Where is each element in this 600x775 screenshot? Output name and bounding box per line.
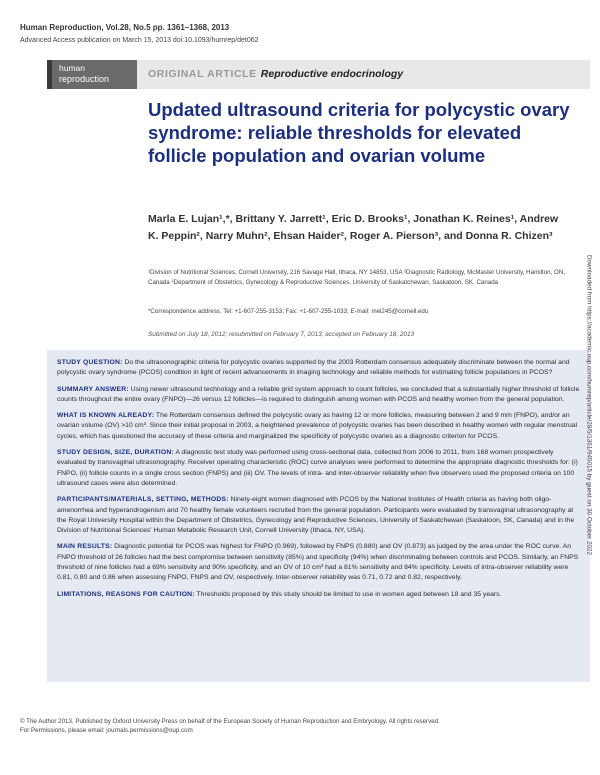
article-title: Updated ultrasound criteria for polycystic ovary syndrome: reliable thresholds for elevated follicle population and ovarian volume: [148, 99, 570, 166]
abstract-section-label: STUDY QUESTION:: [57, 359, 123, 366]
permissions-line: For Permissions, please email: journals.permissions@oup.com: [20, 727, 193, 734]
affiliations: ¹Division of Nutritional Sciences, Cornell University, 216 Savage Hall, Ithaca, NY 14853, USA ²Diagnostic Radiology, McMaster University, Hamilton, ON, Canada ³Department of Obstetrics, Gynecology & Reproductive Sciences, University of Saskatchewan, Saskatoon, SK, Canada: [148, 269, 566, 286]
abstract-section-label: STUDY DESIGN, SIZE, DURATION:: [57, 449, 174, 457]
journal-citation: Human Reproduction, Vol.28, No.5 pp. 1361–1368, 2013: [20, 23, 230, 32]
abstract-section-label: PARTICIPANTS/MATERIALS, SETTING, METHODS:: [57, 496, 229, 504]
abstract-section-text: Diagnostic potential for PCOS was highest for FNPO (0.969), followed by FNPS (0.880) and OV (0.873) as judged by the area under the ROC curve. An FNPO threshold of 26 follicles had the best compromise between sensitivity (85%) and specificity (94%) when discriminating between controls and PCOS. Similarly, an FNPS threshold of nine follicles had a 69% sensitivity and 90% specificity, and an OV of 10 cm³ had a 81% sensitivity and 84% specificity. Levels of intra-observer reliability were 0.81, 0.80 and 0.86 when assessing FNPO, FNPS and OV, respectively. Inter-observer reliability was 0.71, 0.72 and 0.82, respectively.: [57, 543, 579, 582]
abstract-section-text: Using newer ultrasound technology and a reliable grid system approach to count follicles, we concluded that a substantially higher threshold of follicle counts throughout the entire ovary (FNPO)—26 versus 12 follicles—is required to distinguish among women with PCOS and healthy women from the general population.: [57, 385, 580, 403]
abstract-section: [47, 350, 590, 379]
abstract-section: [47, 385, 590, 406]
download-watermark: [582, 200, 596, 610]
abstract-section: [47, 590, 590, 600]
download-watermark-text: Downloaded from https://academic.oup.com/humrep/article/28/5/1361/945015 by guest on 30 October 2022: [585, 255, 593, 555]
abstract-section-text: A diagnostic test study was performed using cross-sectional data, collected from 2006 to 2011, from 168 women prospectively evaluated by transvaginal ultrasonography. Receiver operating characteristic (ROC) curve analyses were performed to determine the appropriate diagnostic thresholds for: (i) FNPO, (ii) follicle counts in a single cross section (FNPS) and (iii) OV. The levels of intra- and inter-observer reliability when five observers used the proposed criteria on 100 ultrasound cases were also determined.: [57, 449, 578, 487]
abstract-section: [47, 495, 590, 536]
abstract-section: [47, 411, 590, 442]
logo-bar: [47, 60, 52, 89]
abstract-section-label: MAIN RESULTS:: [57, 543, 113, 551]
logo-line-1: human: [59, 63, 85, 73]
abstract-section-label: SUMMARY ANSWER:: [57, 385, 129, 393]
journal-logo: [47, 60, 137, 89]
copyright-line: © The Author 2013. Published by Oxford University Press on behalf of the European Society of Human Reproduction and Embryology. All rights reserved.: [20, 718, 440, 725]
submission-dates: Submitted on July 18, 2012; resubmitted on February 7, 2013; accepted on February 18, 2013: [148, 331, 415, 338]
abstract-section-label: WHAT IS KNOWN ALREADY:: [57, 412, 155, 420]
article-type-banner: [137, 60, 590, 89]
structured-abstract: [47, 350, 590, 682]
abstract-section: [47, 542, 590, 583]
abstract-section: [47, 448, 590, 489]
logo-line-2: reproduction: [59, 74, 110, 84]
author-list: Marla E. Lujan¹,*, Brittany Y. Jarrett¹, Eric D. Brooks¹, Jonathan K. Reines¹, Andrew K. Peppin², Narry Muhn², Ehsan Haider², Roger A. Pierson³, and Donna R. Chizen³: [148, 213, 559, 242]
abstract-section-text: The Rotterdam consensus defined the polycystic ovary as having 12 or more follicles, measuring between 2 and 9 mm (FNPO), and/or an ovarian volume (OV) >10 cm³. Since their initial proposal in 2003, a heightened prevalence of polycystic ovaries has been described in healthy women with regular menstrual cycles, which has questioned the accuracy of these criteria and marginalized the specificity of polycystic ovaries as a diagnostic criterion for PCOS.: [57, 412, 578, 440]
article-section: Reproductive endocrinology: [260, 68, 404, 80]
article-type-label: ORIGINAL ARTICLE: [148, 68, 257, 80]
abstract-section-label: LIMITATIONS, REASONS FOR CAUTION:: [57, 590, 195, 598]
copyright-notice: [20, 717, 580, 735]
abstract-section-text: Ninety-eight women diagnosed with PCOS by the National Institutes of Health criteria as having both oligo-amenorrhea and hyperandrogenism and 70 healthy female volunteers recruited from the general population. Participants were evaluated by transvaginal ultrasonography at the Royal University Hospital within the Department of Obstetrics, Gynecology and Reproductive Sciences, University of Saskatchewan (Saskatoon, SK, Canada) and in the Division of Nutritional Sciences' Human Metabolic Research Unit, Cornell University (Ithaca, NY, USA).: [57, 496, 575, 535]
advance-access-line: Advanced Access publication on March 15, 2013 doi:10.1093/humrep/det062: [20, 37, 259, 44]
correspondence-address: *Correspondence address. Tel: +1-607-255-3153; Fax: +1-607-255-1033; E-mail: mel245@cornell.edu: [148, 308, 429, 315]
abstract-section-text: Do the ultrasonographic criteria for polycystic ovaries supported by the 2003 Rotterdam consensus adequately discriminate between the normal and polycystic ovary syndrome (PCOS) condition in light of recent advancements in imaging technology and reliable methods for estimating follicle populations in PCOS?: [57, 359, 570, 377]
abstract-section-text: Thresholds proposed by this study should be limited to use in women aged between 18 and 35 years.: [196, 590, 502, 598]
